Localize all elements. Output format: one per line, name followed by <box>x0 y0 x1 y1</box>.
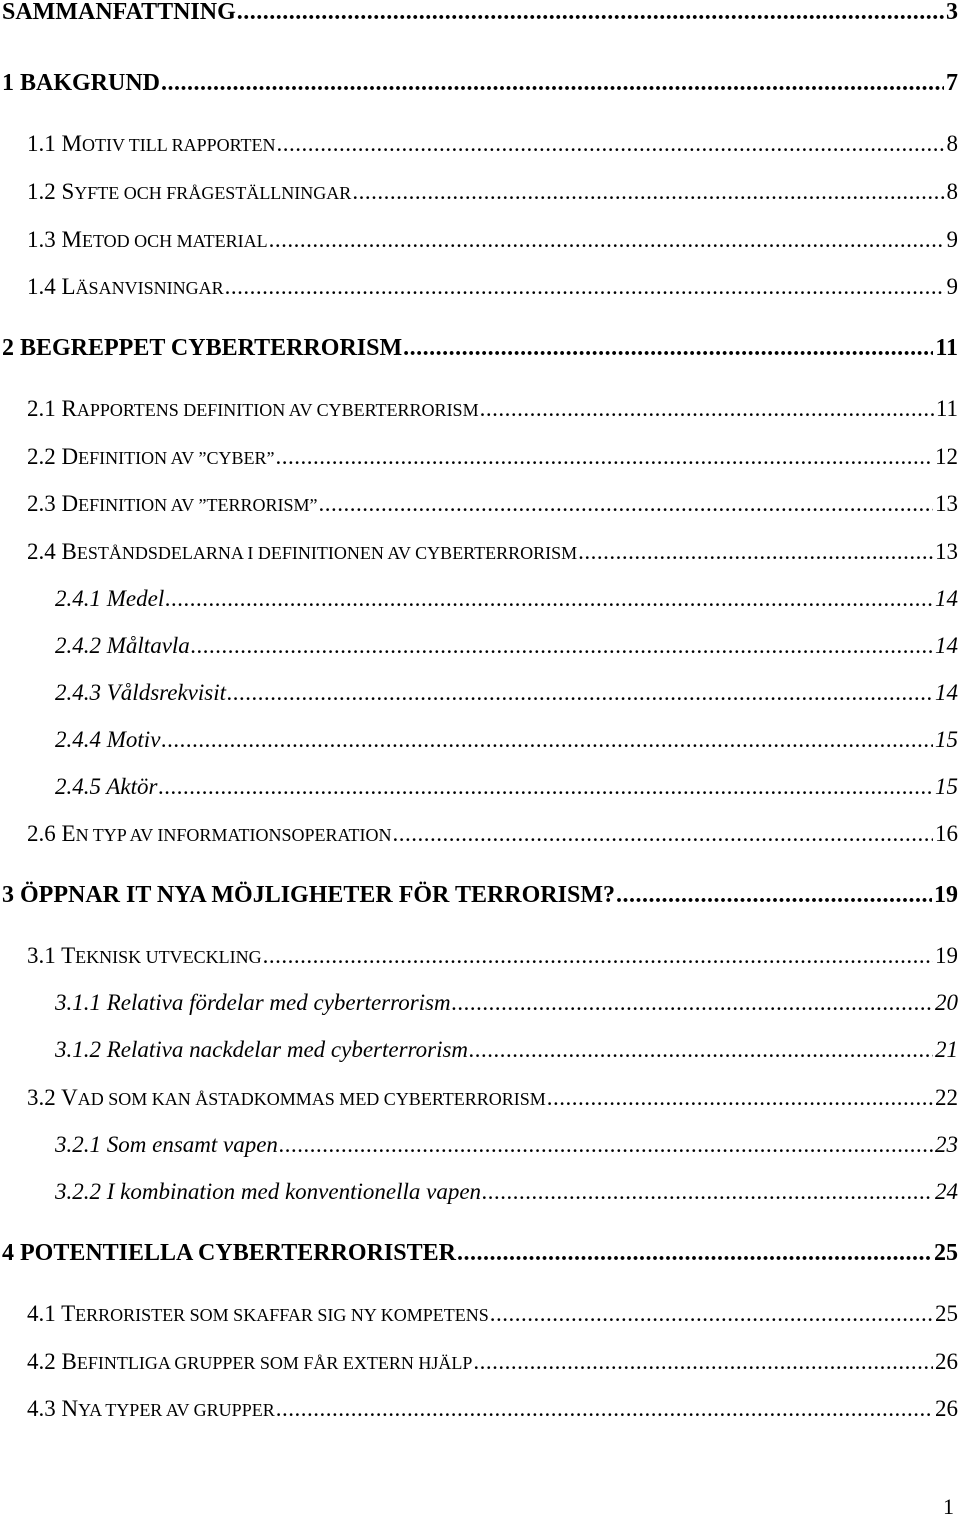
dot-leader <box>547 1086 933 1109</box>
dot-leader <box>457 1241 932 1265</box>
toc-entry[interactable] <box>27 445 958 468</box>
toc-entry-title: 2.4.4 Motiv <box>55 727 161 752</box>
toc-entry[interactable] <box>27 822 958 845</box>
toc-entry-page: 11 <box>935 396 958 421</box>
dot-leader <box>276 1397 933 1420</box>
page-number: 1 <box>943 1494 954 1519</box>
dot-leader <box>616 883 932 907</box>
dot-leader <box>191 634 933 657</box>
toc-entry-title: 2.1 RAPPORTENS DEFINITION AV CYBERTERRORISM <box>27 396 479 421</box>
toc-entry-page: 26 <box>935 1349 958 1374</box>
toc-entry-page: 25 <box>935 1301 958 1326</box>
toc-entry-title: 1.4 LÄSANVISNINGAR <box>27 274 224 299</box>
dot-leader <box>263 944 933 967</box>
toc-entry-page: 8 <box>946 179 958 204</box>
toc-entry-page: 23 <box>935 1132 958 1157</box>
toc-entry-title: 3.1 TEKNISK UTVECKLING <box>27 943 262 968</box>
toc-entry[interactable] <box>27 1350 958 1373</box>
toc-entry[interactable] <box>2 71 958 95</box>
dot-leader <box>277 132 945 155</box>
toc-entry[interactable] <box>27 397 958 420</box>
toc-entry[interactable] <box>27 1302 958 1325</box>
dot-leader <box>279 1133 933 1156</box>
toc-entry-page: 25 <box>934 1240 958 1266</box>
toc-entry-title: 1.1 MOTIV TILL RAPPORTEN <box>27 131 276 156</box>
dot-leader <box>452 991 933 1014</box>
toc-entry[interactable] <box>55 681 958 704</box>
toc-entry[interactable] <box>27 132 958 155</box>
toc-entry-title: 3.2.2 I kombination med konventionella vapen <box>55 1179 482 1204</box>
toc-entry-title: 2.4.1 Medel <box>55 586 165 611</box>
toc-entry[interactable] <box>2 1241 958 1265</box>
toc-entry-page: 26 <box>935 1396 958 1421</box>
toc-entry-page: 7 <box>946 70 958 96</box>
toc-entry-title: 2.4.3 Våldsrekvisit <box>55 680 226 705</box>
toc-entry-title: 3.1.2 Relativa nackdelar med cyberterrorism <box>55 1037 469 1062</box>
toc-entry-page: 15 <box>935 774 958 799</box>
dot-leader <box>480 397 934 420</box>
toc-entry-title: 4 POTENTIELLA CYBERTERRORISTER <box>2 1240 456 1266</box>
dot-leader <box>225 275 945 298</box>
dot-leader <box>490 1302 933 1325</box>
toc-entry-page: 15 <box>935 727 958 752</box>
dot-leader <box>469 1038 933 1061</box>
dot-leader <box>392 822 933 845</box>
toc-entry-page: 14 <box>935 586 958 611</box>
toc-entry[interactable] <box>55 587 958 610</box>
toc-entry[interactable] <box>2 336 958 360</box>
toc-entry-title: 2.6 EN TYP AV INFORMATIONSOPERATION <box>27 821 392 846</box>
toc-entry-title: 3 ÖPPNAR IT NYA MÖJLIGHETER FÖR TERRORISM? <box>2 882 615 908</box>
toc-entry-page: 8 <box>946 131 958 156</box>
dot-leader <box>269 228 945 251</box>
toc-entry-title: 3.1.1 Relativa fördelar med cyberterrorism <box>55 990 451 1015</box>
toc-entry-title: 4.3 NYA TYPER AV GRUPPER <box>27 1396 275 1421</box>
toc-entry-page: 14 <box>935 633 958 658</box>
toc-entry[interactable] <box>55 728 958 751</box>
toc-entry-title: 1.3 METOD OCH MATERIAL <box>27 227 268 252</box>
toc-entry-title: 3.2.1 Som ensamt vapen <box>55 1132 278 1157</box>
toc-entry[interactable] <box>55 1133 958 1156</box>
toc-entry[interactable] <box>27 228 958 251</box>
dot-leader <box>318 492 933 515</box>
toc-entry-page: 19 <box>935 943 958 968</box>
dot-leader <box>482 1180 933 1203</box>
toc-entry-title: 2.4.2 Måltavla <box>55 633 190 658</box>
toc-entry[interactable] <box>27 944 958 967</box>
toc-entry-page: 20 <box>935 990 958 1015</box>
toc-entry-page: 16 <box>935 821 958 846</box>
dot-leader <box>275 445 933 468</box>
toc-entry-title: 4.1 TERRORISTER SOM SKAFFAR SIG NY KOMPETENS <box>27 1301 489 1326</box>
toc-entry-title: 2.3 DEFINITION AV ”TERRORISM” <box>27 491 318 516</box>
toc-entry-page: 19 <box>934 882 958 908</box>
toc-entry-page: 24 <box>935 1179 958 1204</box>
dot-leader <box>158 775 933 798</box>
toc-entry[interactable] <box>27 180 958 203</box>
dot-leader <box>352 180 944 203</box>
toc-entry-page: 13 <box>935 539 958 564</box>
dot-leader <box>165 587 933 610</box>
toc-entry-page: 12 <box>935 444 958 469</box>
toc-entry[interactable] <box>2 0 958 24</box>
dot-leader <box>403 336 933 360</box>
dot-leader <box>161 71 944 95</box>
toc-entry[interactable] <box>55 775 958 798</box>
toc-entry-title: 2 BEGREPPET CYBERTERRORISM <box>2 335 403 361</box>
toc-entry-page: 3 <box>946 0 958 25</box>
toc-entry[interactable] <box>27 540 958 563</box>
dot-leader <box>237 0 944 24</box>
toc-entry[interactable] <box>55 1038 958 1061</box>
toc-entry-title: 2.4.5 Aktör <box>55 774 158 799</box>
toc-entry-title: 2.2 DEFINITION AV ”CYBER” <box>27 444 275 469</box>
toc-entry-page: 22 <box>935 1085 958 1110</box>
toc-entry-title: 3.2 VAD SOM KAN ÅSTADKOMMAS MED CYBERTERRORISM <box>27 1085 546 1110</box>
dot-leader <box>227 681 933 704</box>
toc-entry-title: 4.2 BEFINTLIGA GRUPPER SOM FÅR EXTERN HJÄLP <box>27 1349 473 1374</box>
dot-leader <box>161 728 933 751</box>
toc-entry-page: 11 <box>935 335 958 361</box>
toc-entry-page: 21 <box>935 1037 958 1062</box>
toc-entry-page: 13 <box>935 491 958 516</box>
toc-entry[interactable] <box>27 275 958 298</box>
dot-leader <box>473 1350 933 1373</box>
toc-entry[interactable] <box>55 1180 958 1203</box>
toc-entry-page: 9 <box>946 227 958 252</box>
toc-entry[interactable] <box>55 634 958 657</box>
toc-entry[interactable] <box>27 1397 958 1420</box>
toc-entry[interactable] <box>27 492 958 515</box>
dot-leader <box>578 540 933 563</box>
toc-entry-title: 1.2 SYFTE OCH FRÅGESTÄLLNINGAR <box>27 179 352 204</box>
toc-entry-title: 1 BAKGRUND <box>2 70 161 96</box>
toc-entry-title: 2.4 BESTÅNDSDELARNA I DEFINITIONEN AV CYBERTERRORISM <box>27 539 578 564</box>
toc-entry[interactable] <box>27 1086 958 1109</box>
toc-entry-page: 9 <box>946 274 958 299</box>
toc-entry-page: 14 <box>935 680 958 705</box>
toc-entry[interactable] <box>2 883 958 907</box>
toc-entry-title: SAMMANFATTNING <box>2 0 236 25</box>
toc-entry[interactable] <box>55 991 958 1014</box>
